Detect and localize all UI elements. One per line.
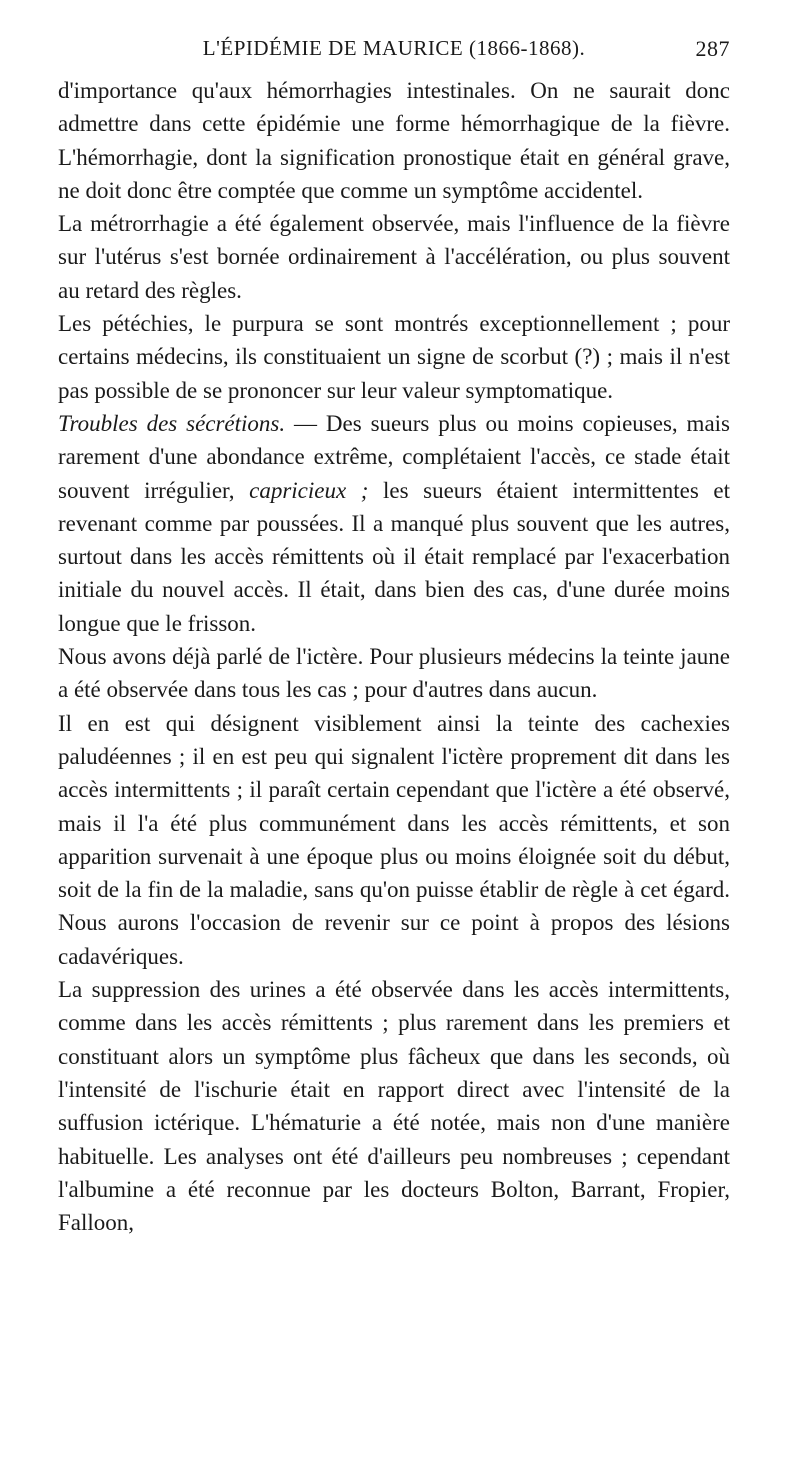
section-heading-troubles-secretions: Troubles des sécrétions. xyxy=(58,410,286,436)
paragraph-ictere: Nous avons déjà parlé de l'ictère. Pour plusieurs médecins la teinte jaune a été observée dans tous les cas ; pour d'autres dans aucun. xyxy=(58,644,730,703)
body-text xyxy=(58,74,730,1239)
paragraph-troubles-secretions xyxy=(58,407,730,640)
paragraph-metrorrhagie: La métrorrhagie a été également observée, mais l'influence de la fièvre sur l'utérus s'est bornée ordinairement à l'accélération, ou plus souvent au retard des règles. xyxy=(58,211,730,303)
paragraph-text: — Des sueurs plus ou moins copieuses, mais rarement d'une abondance extrême, complétaient l'accès, ce stade était souvent irrégulier, xyxy=(58,410,730,503)
page-number: 287 xyxy=(695,36,730,61)
paragraph-hemorrhagie: d'importance qu'aux hémorrhagies intestinales. On ne saurait donc admettre dans cette épidémie une forme hémorrhagique de la fièvre. L'hémorrhagie, dont la signification pronostique était en général grave, ne doit donc être comptée que comme un symptôme accidentel. xyxy=(58,78,730,203)
paragraph-cachexies: Il en est qui désignent visiblement ainsi la teinte des cachexies paludéennes ; il en est peu qui signalent l'ictère proprement dit dans les accès intermittents ; il paraît certain cependant que l'ictère a été observé, mais il l'a été plus communément dans les accès rémittents, et son apparition survenait à une époque plus ou moins éloignée soit du début, soit de la fin de la maladie, sans qu'on puisse établir de règle à cet égard. Nous aurons l'occasion de revenir sur ce point à propos des lésions cadavériques. xyxy=(58,710,730,969)
paragraph-urines: La suppression des urines a été observée dans les accès intermittents, comme dans les accès rémittents ; plus rarement dans les premiers et constituant alors un symptôme plus fâcheux que dans les seconds, où l'intensité de l'ischurie était en rapport direct avec l'intensité de la suffusion ictérique. L'hématurie a été notée, mais non d'une manière habituelle. Les analyses ont été d'ailleurs peu nombreuses ; cependant l'albumine a été reconnue par les docteurs Bolton, Barrant, Fropier, Falloon, xyxy=(58,977,730,1236)
emphasis-capricieux: capricieux ; xyxy=(249,477,369,503)
running-header xyxy=(58,30,730,70)
running-title: L'ÉPIDÉMIE DE MAURICE (1866-1868). xyxy=(202,36,586,60)
book-page xyxy=(58,30,730,1239)
paragraph-text: les sueurs étaient intermittentes et revenant comme par poussées. Il a manqué plus souvent que les autres, surtout dans les accès rémittents où il était remplacé par l'exacerbation initiale du nouvel accès. Il était, dans bien des cas, d'une durée moins longue que le frisson. xyxy=(58,477,730,636)
paragraph-petechies: Les pétéchies, le purpura se sont montrés exceptionnellement ; pour certains médecins, ils constituaient un signe de scorbut (?) ; mais il n'est pas possible de se prononcer sur leur valeur symptomatique. xyxy=(58,311,730,403)
